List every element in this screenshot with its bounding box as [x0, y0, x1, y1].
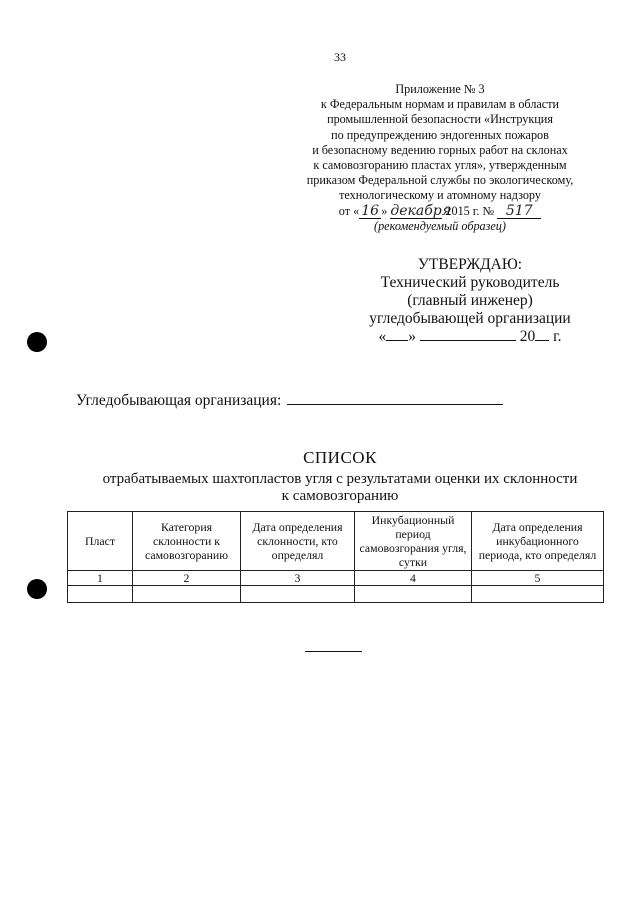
month-blank: [420, 340, 516, 341]
appendix-line: к самовозгоранию пластах угля», утвержденным: [313, 158, 567, 173]
approval-line: Технический руководитель: [380, 274, 560, 291]
order-date-line: [270, 204, 610, 219]
table-cell[interactable]: [472, 586, 604, 603]
punch-hole: [27, 579, 47, 599]
appendix-line: приказом Федеральной службы по экологическому,: [306, 173, 574, 188]
organization-line: [76, 392, 503, 410]
table-header-row: [68, 512, 604, 571]
column-number: 5: [472, 571, 604, 586]
organization-label: Угледобывающая организация:: [76, 392, 282, 409]
header-seam: Пласт: [68, 512, 133, 571]
table-cell[interactable]: [68, 586, 133, 603]
appendix-line: промышленной безопасности «Инструкция: [327, 112, 553, 127]
header-category: Категория склонности к самовозгоранию: [133, 512, 241, 571]
order-year: 2015 г. №: [445, 203, 495, 218]
order-prefix: от «: [338, 203, 360, 218]
document-title: СПИСОК: [303, 448, 377, 467]
end-rule: [305, 651, 362, 652]
approval-line: (главный инженер): [407, 292, 533, 309]
approval-date-line: [340, 328, 600, 346]
date-open-quote: «: [378, 328, 387, 345]
table-cell[interactable]: [133, 586, 241, 603]
table-number-row: [68, 571, 604, 586]
approval-line: угледобывающей организации: [369, 310, 571, 327]
appendix-header: [270, 82, 610, 234]
order-quote-close: »: [381, 203, 388, 218]
day-blank: [386, 340, 408, 341]
appendix-line: и безопасному ведению горных работ на склонах: [312, 142, 568, 157]
approval-block: [340, 256, 600, 346]
column-number: 3: [241, 571, 355, 586]
punch-hole: [27, 332, 47, 352]
year-suffix: г.: [549, 328, 562, 345]
header-date-determination: Дата определения склонности, кто определял: [241, 512, 355, 571]
date-close-quote: »: [408, 328, 416, 345]
appendix-line: Приложение № 3: [395, 82, 485, 96]
header-incubation-period: Инкубационный период самовозгорания угля, сутки: [355, 512, 472, 571]
appendix-line: к Федеральным нормам и правилам в области: [320, 97, 560, 112]
seams-table: [67, 511, 604, 603]
year-blank: [535, 340, 549, 341]
table-cell[interactable]: [241, 586, 355, 603]
order-month: декабря: [390, 202, 451, 219]
page-number: 33: [334, 50, 346, 64]
order-number: 517: [497, 205, 541, 219]
column-number: 2: [133, 571, 241, 586]
organization-blank: [287, 404, 503, 405]
recommended-sample-note: (рекомендуемый образец): [374, 218, 506, 233]
appendix-line: технологическому и атомному надзору: [339, 188, 541, 203]
table-cell[interactable]: [355, 586, 472, 603]
document-subtitle: [60, 471, 620, 505]
column-number: 1: [68, 571, 133, 586]
table-row: [68, 586, 604, 603]
year-prefix: 20: [519, 328, 536, 345]
header-incubation-date: Дата определения инкубационного периода, кто определял: [472, 512, 604, 571]
approval-heading: УТВЕРЖДАЮ:: [417, 256, 523, 273]
order-day: 16: [359, 205, 381, 219]
subtitle-line: отрабатываемых шахтопластов угля с результатами оценки их склонности: [102, 471, 578, 487]
column-number: 4: [355, 571, 472, 586]
appendix-line: по предупреждению эндогенных пожаров: [331, 127, 549, 142]
subtitle-line: к самовозгоранию: [281, 488, 399, 504]
